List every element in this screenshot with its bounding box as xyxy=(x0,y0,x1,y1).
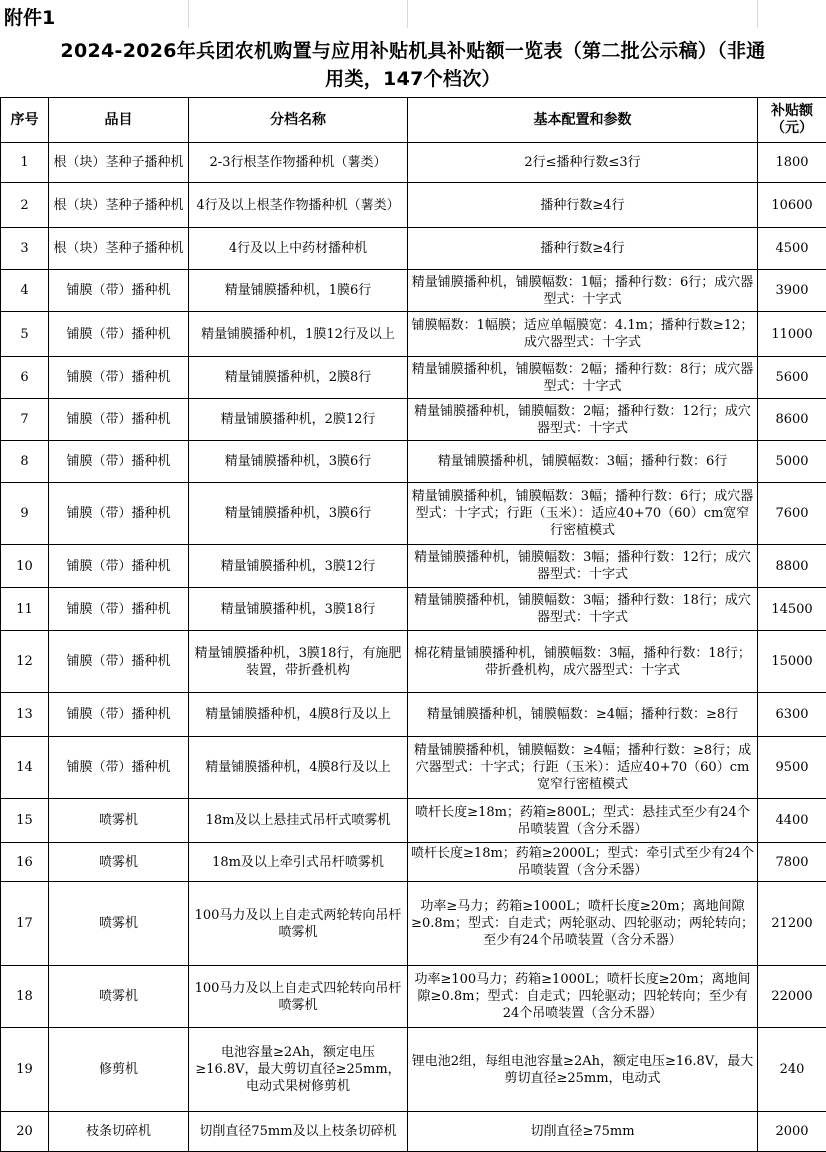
cell-item: 铺膜（带）播种机 xyxy=(49,737,189,799)
table-row xyxy=(1,693,826,737)
cell-no: 14 xyxy=(1,737,49,799)
cell-config: 精量铺膜播种机，铺膜幅数：3幅；播种行数：18行；成穴器型式：十字式 xyxy=(408,588,758,631)
table-row xyxy=(1,228,826,270)
cell-subsidy: 5000 xyxy=(758,441,826,483)
cell-no: 20 xyxy=(1,1112,49,1152)
table-row xyxy=(1,588,826,631)
cell-item: 喷雾机 xyxy=(49,966,189,1028)
cell-no: 16 xyxy=(1,843,49,882)
cell-item: 修剪机 xyxy=(49,1028,189,1112)
cell-no: 18 xyxy=(1,966,49,1028)
cell-subsidy: 7600 xyxy=(758,483,826,545)
table-row xyxy=(1,143,826,183)
cell-grade: 4行及以上中药材播种机 xyxy=(189,228,408,270)
cell-grade: 18m及以上牵引式吊杆喷雾机 xyxy=(189,843,408,882)
cell-grade: 精量铺膜播种机，3膜18行 xyxy=(189,588,408,631)
cell-config: 喷杆长度≥18m；药箱≥800L；型式：悬挂式至少有24个吊喷装置（含分禾器） xyxy=(408,799,758,843)
cell-config: 精量铺膜播种机，铺膜幅数：1幅；播种行数：6行；成穴器型式：十字式 xyxy=(408,270,758,312)
cell-grade: 精量铺膜播种机，4膜8行及以上 xyxy=(189,693,408,737)
cell-config: 棉花精量铺膜播种机，铺膜幅数：3幅，播种行数：18行；带折叠机构，成穴器型式：十字式 xyxy=(408,631,758,693)
cell-subsidy: 4400 xyxy=(758,799,826,843)
cell-subsidy: 240 xyxy=(758,1028,826,1112)
cell-config: 精量铺膜播种机，铺膜幅数：2幅；播种行数：12行；成穴器型式：十字式 xyxy=(408,399,758,441)
cell-subsidy: 22000 xyxy=(758,966,826,1028)
cell-grade: 精量铺膜播种机，3膜6行 xyxy=(189,483,408,545)
cell-config: 功率≥马力；药箱≥1000L；喷杆长度≥20m；离地间隙≥0.8m；型式：自走式；两轮驱动、四轮驱动；两轮转向；至少有24个吊喷装置（含分禾器） xyxy=(408,882,758,966)
table-header-row xyxy=(1,98,826,143)
cell-no: 6 xyxy=(1,357,49,399)
cell-subsidy: 4500 xyxy=(758,228,826,270)
table-row xyxy=(1,357,826,399)
cell-config: 精量铺膜播种机，铺膜幅数：3幅；播种行数：6行 xyxy=(408,441,758,483)
subsidy-table xyxy=(0,97,826,1152)
cell-config: 铺膜幅数：1幅膜；适应单幅膜宽：4.1m；播种行数≥12；成穴器型式：十字式 xyxy=(408,312,758,357)
cell-no: 12 xyxy=(1,631,49,693)
cell-item: 喷雾机 xyxy=(49,799,189,843)
cell-subsidy: 3900 xyxy=(758,270,826,312)
cell-item: 铺膜（带）播种机 xyxy=(49,545,189,588)
cell-grade: 精量铺膜播种机，2膜8行 xyxy=(189,357,408,399)
cell-config: 精量铺膜播种机，铺膜幅数：2幅；播种行数：8行；成穴器型式：十字式 xyxy=(408,357,758,399)
cell-subsidy: 14500 xyxy=(758,588,826,631)
cell-no: 11 xyxy=(1,588,49,631)
cell-subsidy: 11000 xyxy=(758,312,826,357)
cell-item: 铺膜（带）播种机 xyxy=(49,441,189,483)
cell-grade: 精量铺膜播种机，3膜18行，有施肥装置，带折叠机构 xyxy=(189,631,408,693)
header-subsidy: 补贴额（元） xyxy=(758,98,826,143)
cell-item: 根（块）茎种子播种机 xyxy=(49,228,189,270)
cell-subsidy: 6300 xyxy=(758,693,826,737)
table-row xyxy=(1,1028,826,1112)
cell-subsidy: 2000 xyxy=(758,1112,826,1152)
table-row xyxy=(1,631,826,693)
cell-no: 13 xyxy=(1,693,49,737)
table-row xyxy=(1,799,826,843)
table-row xyxy=(1,312,826,357)
header-grade: 分档名称 xyxy=(189,98,408,143)
cell-config: 锂电池2组，每组电池容量≥2Ah，额定电压≥16.8V，最大剪切直径≥25mm，电动式 xyxy=(408,1028,758,1112)
cell-config: 喷杆长度≥18m；药箱≥2000L；型式：牵引式至少有24个吊喷装置（含分禾器） xyxy=(408,843,758,882)
cell-subsidy: 10600 xyxy=(758,183,826,228)
cell-config: 切削直径≥75mm xyxy=(408,1112,758,1152)
cell-config: 2行≤播种行数≤3行 xyxy=(408,143,758,183)
cell-grade: 精量铺膜播种机，3膜12行 xyxy=(189,545,408,588)
title-line-2: 用类，147个档次） xyxy=(325,68,501,90)
table-row xyxy=(1,441,826,483)
cell-subsidy: 8600 xyxy=(758,399,826,441)
page-title xyxy=(0,37,826,93)
cell-grade: 精量铺膜播种机，2膜12行 xyxy=(189,399,408,441)
cell-config: 播种行数≥4行 xyxy=(408,228,758,270)
cell-item: 铺膜（带）播种机 xyxy=(49,588,189,631)
cell-subsidy: 7800 xyxy=(758,843,826,882)
cell-no: 19 xyxy=(1,1028,49,1112)
cell-config: 精量铺膜播种机，铺膜幅数：≥4幅；播种行数：≥8行 xyxy=(408,693,758,737)
cell-item: 铺膜（带）播种机 xyxy=(49,399,189,441)
cell-subsidy: 1800 xyxy=(758,143,826,183)
cell-config: 精量铺膜播种机，铺膜幅数：3幅；播种行数：6行；成穴器型式：十字式；行距（玉米）：适应40+70（60）cm宽窄行密植模式 xyxy=(408,483,758,545)
cell-item: 根（块）茎种子播种机 xyxy=(49,183,189,228)
cell-grade: 4行及以上根茎作物播种机（薯类） xyxy=(189,183,408,228)
table-row xyxy=(1,483,826,545)
cell-no: 7 xyxy=(1,399,49,441)
table-row xyxy=(1,183,826,228)
cell-grade: 精量铺膜播种机，4膜8行及以上 xyxy=(189,737,408,799)
cell-item: 喷雾机 xyxy=(49,843,189,882)
cell-config: 精量铺膜播种机，铺膜幅数：≥4幅；播种行数：≥8行；成穴器型式：十字式；行距（玉米）：适应40+70（60）cm宽窄行密植模式 xyxy=(408,737,758,799)
table-row xyxy=(1,843,826,882)
table-row xyxy=(1,737,826,799)
cell-config: 功率≥100马力；药箱≥1000L；喷杆长度≥20m；离地间隙≥0.8m；型式：自走式；四轮驱动；四轮转向；至少有24个吊喷装置（含分禾器） xyxy=(408,966,758,1028)
header-config: 基本配置和参数 xyxy=(408,98,758,143)
cell-grade: 2-3行根茎作物播种机（薯类） xyxy=(189,143,408,183)
header-no: 序号 xyxy=(1,98,49,143)
cell-grade: 精量铺膜播种机，1膜6行 xyxy=(189,270,408,312)
cell-item: 枝条切碎机 xyxy=(49,1112,189,1152)
cell-subsidy: 5600 xyxy=(758,357,826,399)
cell-item: 铺膜（带）播种机 xyxy=(49,270,189,312)
table-row xyxy=(1,1112,826,1152)
cell-grade: 精量铺膜播种机，1膜12行及以上 xyxy=(189,312,408,357)
cell-subsidy: 9500 xyxy=(758,737,826,799)
table-row xyxy=(1,966,826,1028)
cell-grade: 电池容量≥2Ah，额定电压≥16.8V，最大剪切直径≥25mm，电动式果树修剪机 xyxy=(189,1028,408,1112)
cell-item: 铺膜（带）播种机 xyxy=(49,631,189,693)
table-row xyxy=(1,882,826,966)
cell-subsidy: 15000 xyxy=(758,631,826,693)
cell-item: 根（块）茎种子播种机 xyxy=(49,143,189,183)
cell-no: 15 xyxy=(1,799,49,843)
cell-grade: 100马力及以上自走式两轮转向吊杆喷雾机 xyxy=(189,882,408,966)
cell-no: 3 xyxy=(1,228,49,270)
title-line-1: 2024-2026年兵团农机购置与应用补贴机具补贴额一览表（第二批公示稿）（非通 xyxy=(60,40,766,62)
table-row xyxy=(1,270,826,312)
cell-grade: 18m及以上悬挂式吊杆式喷雾机 xyxy=(189,799,408,843)
cell-config: 播种行数≥4行 xyxy=(408,183,758,228)
cell-no: 2 xyxy=(1,183,49,228)
cell-grade: 切削直径75mm及以上枝条切碎机 xyxy=(189,1112,408,1152)
cell-item: 铺膜（带）播种机 xyxy=(49,312,189,357)
cell-no: 1 xyxy=(1,143,49,183)
cell-config: 精量铺膜播种机，铺膜幅数：3幅；播种行数：12行；成穴器型式：十字式 xyxy=(408,545,758,588)
cell-no: 5 xyxy=(1,312,49,357)
cell-subsidy: 8800 xyxy=(758,545,826,588)
cell-no: 17 xyxy=(1,882,49,966)
cell-item: 铺膜（带）播种机 xyxy=(49,693,189,737)
cell-no: 4 xyxy=(1,270,49,312)
table-row xyxy=(1,399,826,441)
cell-subsidy: 21200 xyxy=(758,882,826,966)
cell-grade: 精量铺膜播种机，3膜6行 xyxy=(189,441,408,483)
cell-item: 铺膜（带）播种机 xyxy=(49,483,189,545)
cell-no: 9 xyxy=(1,483,49,545)
cell-item: 铺膜（带）播种机 xyxy=(49,357,189,399)
attachment-label: 附件1 xyxy=(4,7,56,29)
cell-no: 8 xyxy=(1,441,49,483)
cell-grade: 100马力及以上自走式四轮转向吊杆喷雾机 xyxy=(189,966,408,1028)
header-item: 品目 xyxy=(49,98,189,143)
cell-no: 10 xyxy=(1,545,49,588)
table-row xyxy=(1,545,826,588)
cell-item: 喷雾机 xyxy=(49,882,189,966)
